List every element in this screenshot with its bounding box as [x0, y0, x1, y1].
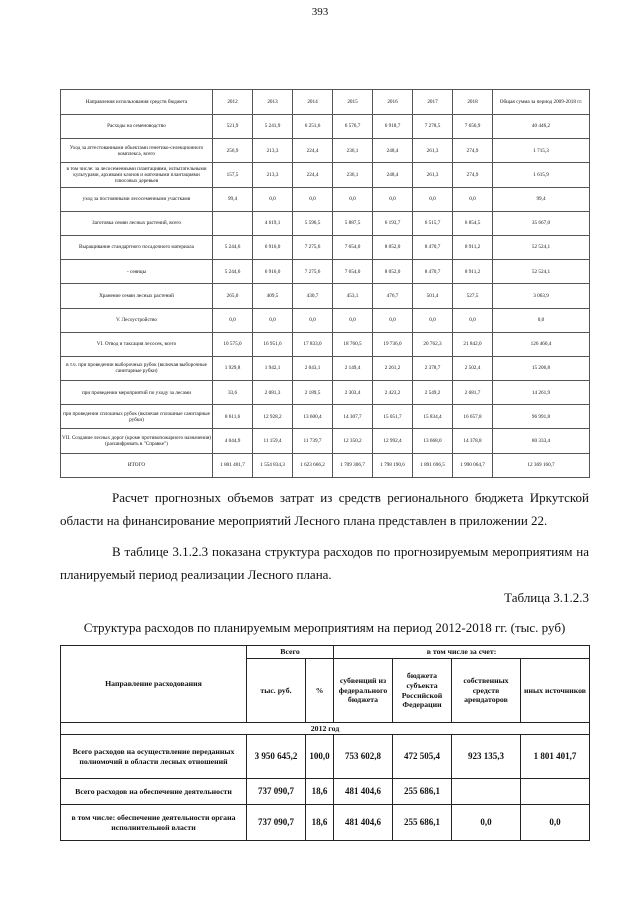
row-label-cell: уход за постоянными лесосеменными участками — [61, 187, 213, 211]
value-cell: 35 667,0 — [493, 211, 590, 235]
value-cell: 19 736,0 — [373, 332, 413, 356]
value-cell: 6 918,7 — [373, 115, 413, 139]
value-cell: 17 833,0 — [293, 332, 333, 356]
row-label-cell: - сеянцы — [61, 260, 213, 284]
value-cell: 1 801 401,7 — [521, 735, 590, 779]
value-cell: 501,4 — [413, 284, 453, 308]
year-cell: 2012 год — [61, 723, 590, 735]
table-row — [61, 211, 590, 235]
value-cell — [521, 779, 590, 805]
value-cell: 737 090,7 — [247, 805, 306, 841]
value-cell: 2 303,4 — [333, 381, 373, 405]
value-cell: 0,0 — [413, 187, 453, 211]
value-cell: 7 656,9 — [453, 115, 493, 139]
value-cell: 0,0 — [413, 308, 453, 332]
value-cell: 20 762,3 — [413, 332, 453, 356]
value-cell: 2 261,2 — [373, 356, 413, 380]
value-cell: 5 596,5 — [293, 211, 333, 235]
row-label-cell: Уход за аттестованными объектами генетико-селекционного комплекса, всего — [61, 139, 213, 163]
value-cell: 2 043,1 — [293, 356, 333, 380]
value-cell: 2 681,7 — [453, 381, 493, 405]
table-row — [61, 405, 590, 429]
row-label-cell: Хранение семян лесных растений — [61, 284, 213, 308]
header-total: Всего — [247, 646, 334, 659]
value-cell: 11 159,4 — [253, 429, 293, 453]
value-cell: 753 602,8 — [334, 735, 393, 779]
value-cell: 33,6 — [213, 381, 253, 405]
table-row — [61, 356, 590, 380]
value-cell: 213,3 — [253, 139, 293, 163]
value-cell: 12 350,2 — [333, 429, 373, 453]
value-cell: 224,4 — [293, 139, 333, 163]
value-cell: 0,0 — [333, 187, 373, 211]
table-row — [61, 429, 590, 453]
value-cell: 6 576,7 — [333, 115, 373, 139]
value-cell: 521,9 — [213, 115, 253, 139]
value-cell: 7 275,6 — [293, 260, 333, 284]
value-cell: 6 916,0 — [253, 260, 293, 284]
value-cell: 4 619,1 — [253, 211, 293, 235]
paragraph-table-intro: В таблице 3.1.2.3 показана структура расходов по прогнозируемым мероприятиям на планируемый период реализации Лесного плана. — [60, 544, 589, 582]
value-cell: 18,6 — [306, 805, 334, 841]
value-cell: 248,4 — [373, 163, 413, 187]
value-cell: 6 193,7 — [373, 211, 413, 235]
value-cell: 481 404,6 — [334, 779, 393, 805]
value-cell: 8 911,2 — [453, 235, 493, 259]
value-cell: 52 524,1 — [493, 235, 590, 259]
value-cell: 923 135,3 — [452, 735, 521, 779]
value-cell: 1 942,1 — [253, 356, 293, 380]
header-cell: 2016 — [373, 90, 413, 115]
value-cell: 14 307,7 — [333, 405, 373, 429]
row-label-cell: Заготовка семян лесных растений, всего — [61, 211, 213, 235]
header-cell: Общая сумма за период 2009-2018 гг. — [493, 90, 590, 115]
row-label-cell: Выращивание стандартного посадочного материала — [61, 235, 213, 259]
value-cell: 3 063,9 — [493, 284, 590, 308]
value-cell: 13 600,4 — [293, 405, 333, 429]
value-cell: 0,0 — [253, 308, 293, 332]
row-label-cell: в том числе: за лесосеменными плантациями, испытательными культурами, архивами клонов и маточными плантациями плюсовых деревьев — [61, 163, 213, 187]
value-cell: 40 446,2 — [493, 115, 590, 139]
table-row — [61, 735, 590, 779]
value-cell: 213,3 — [253, 163, 293, 187]
value-cell: 0,0 — [452, 805, 521, 841]
value-cell: 2 378,7 — [413, 356, 453, 380]
value-cell: 236,1 — [333, 139, 373, 163]
value-cell: 2 423,2 — [373, 381, 413, 405]
value-cell: 8 470,7 — [413, 235, 453, 259]
value-cell: 481 404,6 — [334, 805, 393, 841]
row-label-cell: в т.ч. при проведении выборочных рубок (включая выборочные санитарные рубки) — [61, 356, 213, 380]
table-title: Структура расходов по планируемым мероприятиям на период 2012-2018 гг. (тыс. руб) — [83, 620, 566, 635]
value-cell: 5 244,6 — [213, 235, 253, 259]
value-cell: 472 505,4 — [393, 735, 452, 779]
value-cell: 0,0 — [333, 308, 373, 332]
table-row — [61, 139, 590, 163]
header-cell: 2018 — [453, 90, 493, 115]
value-cell: 265,0 — [213, 284, 253, 308]
value-cell: 80 333,4 — [493, 429, 590, 453]
header-own-funds: собственных средств арендаторов — [452, 659, 521, 723]
value-cell: 274,9 — [453, 139, 493, 163]
value-cell: 1 623 666,2 — [293, 453, 333, 477]
value-cell: 2 549,2 — [413, 381, 453, 405]
header-cell: 2012 — [213, 90, 253, 115]
value-cell: 5 244,6 — [213, 260, 253, 284]
budget-usage-table — [60, 89, 590, 478]
value-cell: 8 052,0 — [373, 260, 413, 284]
row-label-cell: V. Лесоустройство — [61, 308, 213, 332]
value-cell: 2 502,4 — [453, 356, 493, 380]
value-cell: 14 378,8 — [453, 429, 493, 453]
value-cell: 0,0 — [521, 805, 590, 841]
value-cell: 0,0 — [493, 308, 590, 332]
value-cell: 0,0 — [293, 308, 333, 332]
value-cell: 14 261,9 — [493, 381, 590, 405]
table-row — [61, 163, 590, 187]
value-cell: 10 575,0 — [213, 332, 253, 356]
value-cell: 1 715,3 — [493, 139, 590, 163]
value-cell: 8 052,0 — [373, 235, 413, 259]
value-cell: 1 891 696,5 — [413, 453, 453, 477]
value-cell: 255 686,1 — [393, 779, 452, 805]
row-label-cell: ИТОГО — [61, 453, 213, 477]
header-cell: 2013 — [253, 90, 293, 115]
value-cell: 248,4 — [373, 139, 413, 163]
value-cell: 0,0 — [373, 187, 413, 211]
value-cell: 11 739,7 — [293, 429, 333, 453]
value-cell: 157,5 — [213, 163, 253, 187]
value-cell: 99,4 — [213, 187, 253, 211]
value-cell: 476,7 — [373, 284, 413, 308]
value-cell: 4 044,9 — [213, 429, 253, 453]
row-label-cell: при проведении мероприятий по уходу за лесами — [61, 381, 213, 405]
table-row — [61, 779, 590, 805]
header-direction: Направление расходования — [61, 646, 247, 723]
table-row — [61, 235, 590, 259]
header-including: в том числе за счет: — [334, 646, 590, 659]
value-cell: 1 709 306,7 — [333, 453, 373, 477]
value-cell: 52 524,1 — [493, 260, 590, 284]
value-cell: 0,0 — [253, 187, 293, 211]
table-row — [61, 187, 590, 211]
value-cell: 430,7 — [293, 284, 333, 308]
header-cell: 2017 — [413, 90, 453, 115]
value-cell: 18,6 — [306, 779, 334, 805]
value-cell: 100,0 — [306, 735, 334, 779]
value-cell: 0,0 — [373, 308, 413, 332]
value-cell: 21 842,0 — [453, 332, 493, 356]
row-label-cell: при проведении сплошных рубок (включая сплошные санитарные рубки) — [61, 405, 213, 429]
year-row — [61, 723, 590, 735]
value-cell: 1 801 401,7 — [213, 453, 253, 477]
value-cell: 0,0 — [213, 308, 253, 332]
row-label-cell: Расходы на семеноводство — [61, 115, 213, 139]
value-cell: 737 090,7 — [247, 779, 306, 805]
value-cell: 1 798 190,6 — [373, 453, 413, 477]
value-cell: 256,9 — [213, 139, 253, 163]
value-cell: 99,4 — [493, 187, 590, 211]
header-cell: Направления использования средств бюджета — [61, 90, 213, 115]
value-cell: 12 928,2 — [253, 405, 293, 429]
value-cell: 6 916,0 — [253, 235, 293, 259]
header-subventions: субвенций из федерального бюджета — [334, 659, 393, 723]
value-cell: 8 911,2 — [453, 260, 493, 284]
header-cell: 2014 — [293, 90, 333, 115]
value-cell: 12 369 160,7 — [493, 453, 590, 477]
value-cell: 15 051,7 — [373, 405, 413, 429]
value-cell: 7 654,0 — [333, 235, 373, 259]
table-row — [61, 260, 590, 284]
value-cell: 16 657,8 — [453, 405, 493, 429]
header-other-sources: иных источников — [521, 659, 590, 723]
value-cell: 126 460,4 — [493, 332, 590, 356]
value-cell: 8 470,7 — [413, 260, 453, 284]
table-header-row — [61, 646, 590, 659]
row-label-cell: VI. Отвод и таксация лесосек, всего — [61, 332, 213, 356]
value-cell: 0,0 — [293, 187, 333, 211]
value-cell: 1 615,9 — [493, 163, 590, 187]
header-regional-budget: бюджета субъекта Российской Федерации — [393, 659, 452, 723]
value-cell: 5 241,9 — [253, 115, 293, 139]
row-label-cell: в том числе: обеспечение деятельности органа исполнительной власти — [61, 805, 247, 841]
value-cell: 16 951,6 — [253, 332, 293, 356]
value-cell: 274,9 — [453, 163, 493, 187]
value-cell: 2 149,4 — [333, 356, 373, 380]
value-cell: 2 189,5 — [293, 381, 333, 405]
value-cell: 12 992,4 — [373, 429, 413, 453]
value-cell: 1 929,8 — [213, 356, 253, 380]
value-cell — [452, 779, 521, 805]
table-row — [61, 381, 590, 405]
value-cell: 15 834,4 — [413, 405, 453, 429]
value-cell: 96 991,8 — [493, 405, 590, 429]
value-cell — [213, 211, 253, 235]
value-cell: 13 668,0 — [413, 429, 453, 453]
value-cell: 0,0 — [453, 187, 493, 211]
table-row — [61, 284, 590, 308]
table-row — [61, 332, 590, 356]
table-label: Таблица 3.1.2.3 — [504, 590, 589, 605]
value-cell: 7 654,0 — [333, 260, 373, 284]
value-cell: 409,5 — [253, 284, 293, 308]
value-cell: 18 760,5 — [333, 332, 373, 356]
value-cell: 2 081,3 — [253, 381, 293, 405]
header-cell: 2015 — [333, 90, 373, 115]
expense-structure-table — [60, 645, 590, 841]
value-cell: 1 554 834,3 — [253, 453, 293, 477]
header-percent: % — [306, 659, 334, 723]
value-cell: 0,0 — [453, 308, 493, 332]
table-row — [61, 805, 590, 841]
value-cell: 6 515,7 — [413, 211, 453, 235]
table-row — [61, 453, 590, 477]
value-cell: 15 206,8 — [493, 356, 590, 380]
value-cell: 255 686,1 — [393, 805, 452, 841]
value-cell: 8 611,6 — [213, 405, 253, 429]
value-cell: 261,3 — [413, 163, 453, 187]
value-cell: 453,1 — [333, 284, 373, 308]
table-row — [61, 115, 590, 139]
table-header-row — [61, 90, 590, 115]
header-thousand-rub: тыс. руб. — [247, 659, 306, 723]
row-label-cell: Всего расходов на осуществление переданных полномочий в области лесных отношений — [61, 735, 247, 779]
value-cell: 6 854,5 — [453, 211, 493, 235]
value-cell: 236,1 — [333, 163, 373, 187]
value-cell: 7 278,5 — [413, 115, 453, 139]
row-label-cell: Всего расходов на обеспечение деятельности — [61, 779, 247, 805]
value-cell: 261,3 — [413, 139, 453, 163]
value-cell: 6 251,6 — [293, 115, 333, 139]
value-cell: 527,5 — [453, 284, 493, 308]
paragraph-forecast-costs: Расчет прогнозных объемов затрат из средств регионального бюджета Иркутской области на финансирование мероприятий Лесного плана представлен в приложении 22. — [60, 490, 589, 528]
row-label-cell: VII. Создание лесных дорог (кроме противопожарного назначения) (расшифровать в "Справке") — [61, 429, 213, 453]
value-cell: 7 275,6 — [293, 235, 333, 259]
value-cell: 224,4 — [293, 163, 333, 187]
value-cell: 5 887,5 — [333, 211, 373, 235]
value-cell: 3 950 645,2 — [247, 735, 306, 779]
value-cell: 1 990 064,7 — [453, 453, 493, 477]
page-number: 393 — [311, 6, 329, 18]
table-row — [61, 308, 590, 332]
